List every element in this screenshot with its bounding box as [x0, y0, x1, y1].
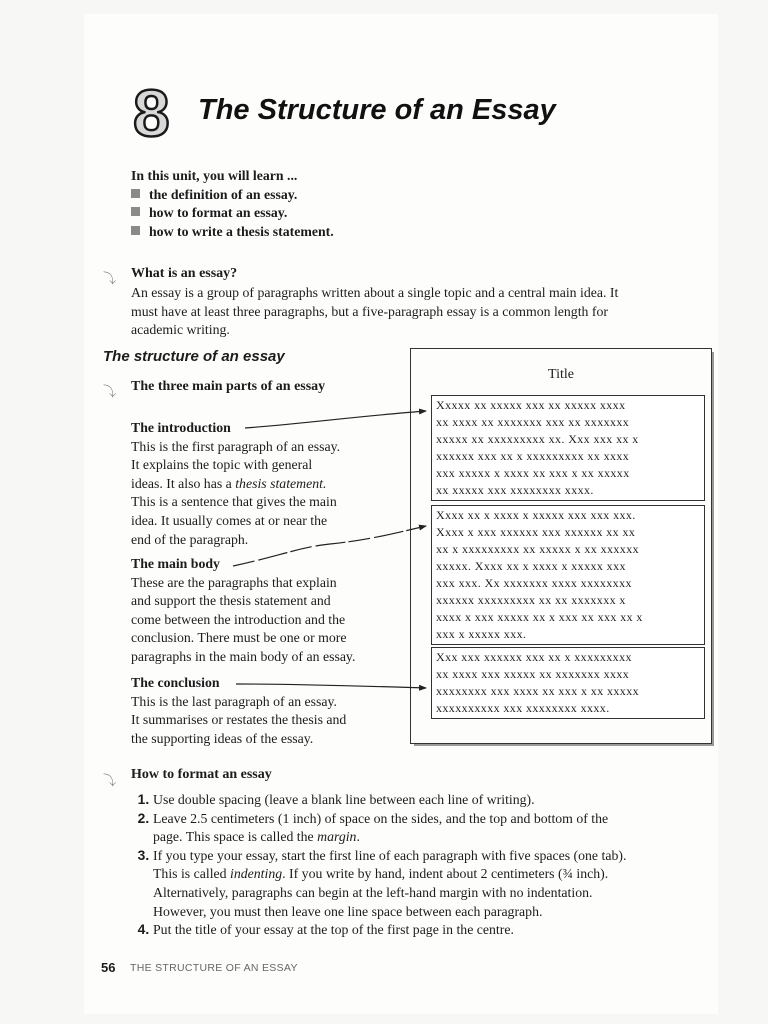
main-body-description: The main body These are the paragraphs that explain and support the thesis statement and come between the introduction and the conclusion. There must be one or more paragraphs in the main body of an essay. [131, 555, 396, 667]
thesis-term: thesis statement. [235, 475, 327, 491]
what-text: An essay is a group of paragraphs written about a single topic and a central main idea. It must have at least three paragraphs, but a five-paragraph essay is a common length for academic writing. [131, 285, 619, 338]
list-item: 4. Put the title of your essay at the top of the first page in the centre. [153, 921, 711, 940]
section-marker-icon: ⤵ [103, 272, 117, 287]
conclusion-label: The conclusion [131, 675, 220, 690]
section-marker-icon: ⤵ [103, 385, 117, 400]
list-item: 2. Leave 2.5 centimeters (1 inch) of space on the sides, and the top and bottom of the page. This space is called the margin. [153, 810, 711, 847]
learn-item: the definition of an essay. [131, 186, 334, 205]
page-number: 56 [101, 960, 116, 975]
running-title: THE STRUCTURE OF AN ESSAY [130, 962, 298, 974]
diagram-introduction-paragraph: Xxxxx xx xxxxx xxx xx xxxxx xxxx xx xxxx xx xxxxxxx xxx xx xxxxxxx xxxxx xx xxxxxxxxx xx. Xxx xxx xx x xxxxxx xxx xx x xxxxxxxxx xx xxxx xxx xxxxx x xxxx xx xxx x xx xxxxx xx xxxxx xxx xxxxxxxx xxxx. [431, 395, 705, 501]
conclusion-arrow [236, 684, 426, 688]
format-heading: How to format an essay [131, 767, 272, 782]
unit-number: 8 [133, 76, 170, 150]
diagram-conclusion-paragraph: Xxx xxx xxxxxx xxx xx x xxxxxxxxx xx xxxx xxx xxxxx xx xxxxxxx xxxx xxxxxxxx xxx xxxx xx xxx x xx xxxxx xxxxxxxxxx xxx xxxxxxxx xxxx. [431, 647, 705, 719]
learn-intro: In this unit, you will learn ... [131, 168, 298, 183]
introduction-label: The introduction [131, 420, 231, 435]
diagram-title: Title [548, 367, 574, 382]
main-body-label: The main body [131, 556, 220, 571]
unit-title: The Structure of an Essay [198, 94, 556, 126]
list-item: 3. If you type your essay, start the first line of each paragraph with five spaces (one tab). This is called indenting. If you write by hand, indent about 2 centimeters (¾ inch). Alternatively, paragraphs can begin at the left-hand margin with no indentation. However, you must then leave one line space between each paragraph. [153, 847, 711, 921]
learn-item: how to format an essay. [131, 204, 334, 223]
introduction-arrow [245, 411, 426, 428]
structure-heading: The structure of an essay [103, 348, 285, 365]
main-body-arrow [233, 526, 426, 566]
structure-subheading: The three main parts of an essay [131, 379, 326, 394]
section-marker-icon: ⤵ [103, 774, 117, 789]
diagram-body-paragraph: Xxxx xx x xxxx x xxxxx xxx xxx xxx. Xxxx x xxx xxxxxx xxx xxxxxx xx xx xx x xxxxxxxxx xx xxxxx x xx xxxxxx xxxxx. Xxxx xx x xxxx x xxxxx xxx xxx xxx. Xx xxxxxxx xxxx xxxxxxxx xxxxxx xxxxxxxxx xx xx xxxxxxx x xxxx x xxx xxxxx xx x xxx xx xxx xx x xxx x xxxxx xxx. [431, 505, 705, 645]
conclusion-description: The conclusion This is the last paragraph of an essay. It summarises or restates the thesis and the supporting ideas of the essay. [131, 674, 396, 748]
what-heading: What is an essay? [131, 266, 238, 281]
format-list [131, 791, 711, 940]
learn-item: how to write a thesis statement. [131, 223, 334, 242]
introduction-description: The introduction This is the first paragraph of an essay. It explains the topic with general ideas. It also has a thesis statement. This is a sentence that gives the main idea. It usually comes at or near the end of the paragraph. [131, 419, 396, 549]
list-item: 1. Use double spacing (leave a blank line between each line of writing). [153, 791, 711, 810]
